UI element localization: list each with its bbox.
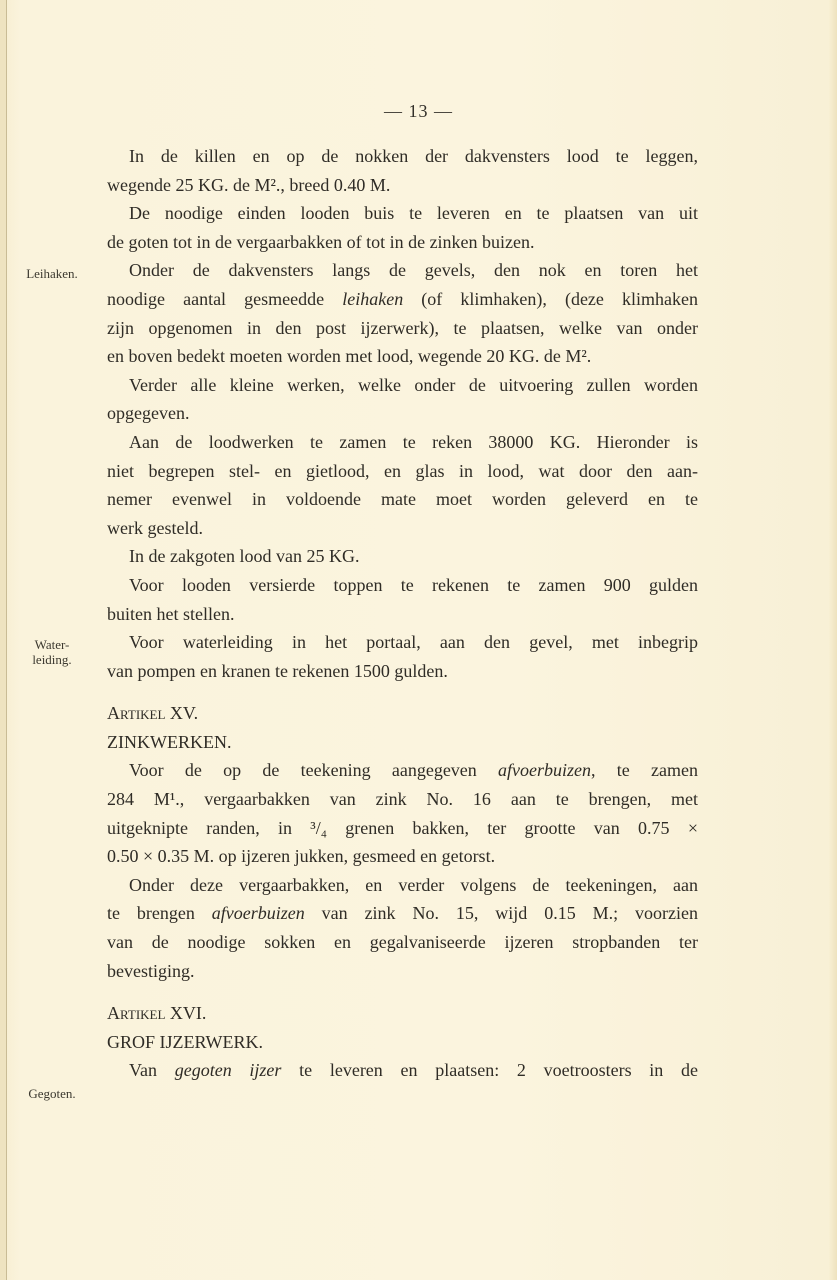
text-line: In de killen en op de nokken der dakvensters lood te leggen, — [129, 146, 698, 166]
text-line — [107, 1056, 698, 1085]
text-line: de goten tot in de vergaarbakken of tot in de zinken buizen. — [107, 231, 535, 252]
text-line: niet begrepen stel- en gietlood, en glas in lood, wat door den aan- — [107, 460, 698, 481]
text-line: uitgeknipte randen, in ³/₄ grenen bakken, ter grootte van 0.75 × — [107, 817, 698, 838]
text-line: bevestiging. — [107, 960, 195, 981]
text-line: buiten het stellen. — [107, 603, 235, 624]
text-line: zijn opgenomen in den post ijzerwerk), te plaatsen, welke van onder — [107, 317, 698, 338]
text-line — [107, 285, 698, 314]
text-line: Verder alle kleine werken, welke onder de uitvoering zullen worden — [129, 374, 698, 395]
article-xvi-title: GROF IJZERWERK. — [107, 1031, 264, 1052]
margin-note-waterleiding-line1: Water- — [34, 637, 70, 652]
text-line: In de zakgoten lood van 25 KG. — [129, 546, 360, 567]
text-line: Onder de dakvensters langs de gevels, den nok en toren het — [129, 260, 698, 281]
article-xvi-label: Artikel XVI. — [107, 1003, 207, 1024]
italic-term: afvoerbuizen — [211, 903, 305, 924]
margin-note-waterleiding — [12, 637, 92, 667]
text-line: werk gesteld. — [107, 517, 203, 538]
text-segment: , te zamen — [591, 760, 698, 781]
italic-term: gegoten ijzer — [174, 1060, 282, 1081]
text-line — [107, 899, 698, 928]
text-line — [107, 756, 698, 785]
text-segment: Van — [129, 1060, 175, 1081]
text-line: 284 M¹., vergaarbakken van zink No. 16 aan te brengen, met — [107, 789, 698, 810]
article-xv-title: ZINKWERKEN. — [107, 731, 232, 752]
text-line: Onder deze vergaarbakken, en verder volgens de teekeningen, aan — [129, 874, 698, 895]
text-line: Aan de loodwerken te zamen te reken 38000 KG. Hieronder is — [129, 431, 698, 452]
body-text — [107, 142, 698, 1085]
italic-term: afvoerbuizen — [498, 760, 592, 781]
section-gap — [107, 985, 698, 999]
text-line: Voor waterleiding in het portaal, aan den gevel, met inbegrip — [129, 632, 698, 653]
article-xv-label: Artikel XV. — [107, 703, 199, 724]
text-segment: te brengen — [107, 903, 212, 924]
page-right-edge — [829, 0, 837, 1280]
text-line: Voor looden versierde toppen te rekenen te zamen 900 gulden — [129, 574, 698, 595]
text-line: van de noodige sokken en gegalvaniseerde ijzeren stropbanden ter — [107, 932, 698, 953]
italic-term: leihaken — [342, 288, 404, 309]
text-line: De noodige einden looden buis te leveren en te plaatsen van uit — [129, 203, 698, 224]
section-gap — [107, 685, 698, 699]
text-line: wegende 25 KG. de M²., breed 0.40 M. — [107, 174, 391, 195]
book-spine-edge — [0, 0, 7, 1280]
margin-note-waterleiding-line2: leiding. — [32, 652, 72, 667]
text-line: nemer evenwel in voldoende mate moet worden geleverd en te — [107, 489, 698, 510]
text-line: en boven bedekt moeten worden met lood, wegende 20 KG. de M². — [107, 346, 592, 367]
text-segment: te leveren en plaatsen: 2 voetroosters in de — [281, 1060, 699, 1081]
margin-note-gegoten: Gegoten. — [28, 1086, 76, 1101]
text-line: van pompen en kranen te rekenen 1500 gulden. — [107, 660, 448, 681]
page-number: — 13 — — [384, 101, 453, 121]
text-segment: (of klimhaken), (deze klimhaken — [403, 288, 698, 309]
text-segment: noodige aantal gesmeedde — [107, 288, 343, 309]
margin-note-leihaken: Leihaken. — [26, 266, 78, 281]
text-line: opgegeven. — [107, 403, 190, 424]
text-segment: van zink No. 15, wijd 0.15 M.; voorzien — [304, 903, 698, 924]
text-line: 0.50 × 0.35 M. op ijzeren jukken, gesmeed en getorst. — [107, 846, 496, 867]
text-segment: Voor de op de teekening aangegeven — [129, 760, 499, 781]
